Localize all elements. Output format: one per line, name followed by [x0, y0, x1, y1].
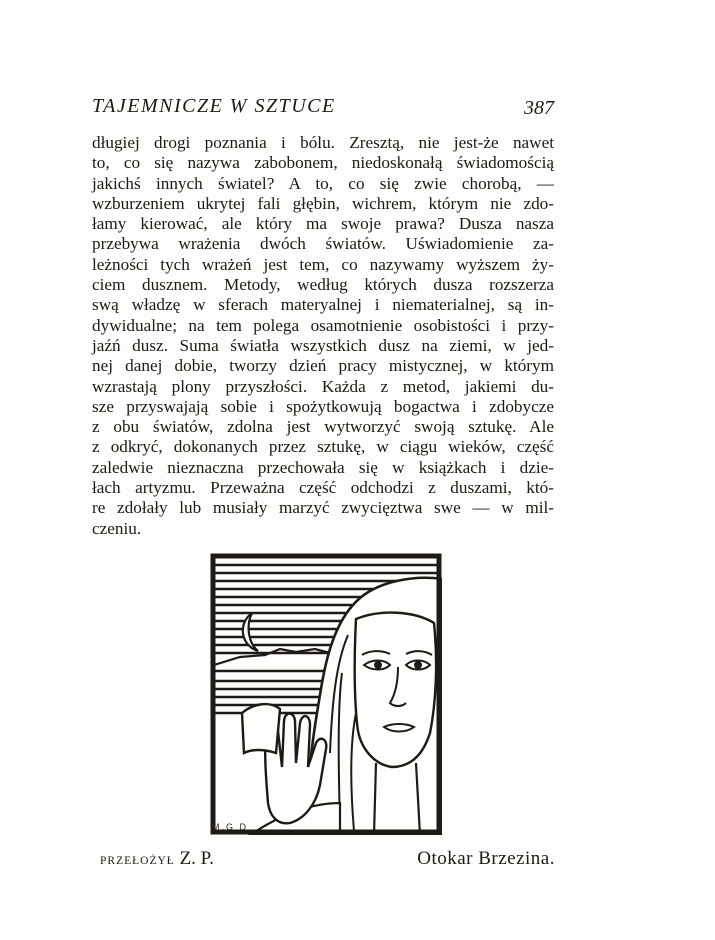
text-line: długiej drogi poznania i bólu. Zresztą, nie jest-że nawet	[92, 133, 554, 152]
text-line: jakichś innych światel? A to, co się zwie chorobą, —	[92, 173, 554, 193]
text-line: dywidualne; na tem polega osamotnienie osobistości i przy-	[92, 315, 554, 335]
woodcut-illustration	[210, 553, 442, 835]
text-line: jaźń dusz. Suma światła wszystkich dusz na ziemi, w jed-	[92, 335, 554, 355]
text-line: leżności tych wrażeń jest tem, co nazywamy wyższem ży-	[92, 254, 554, 274]
text-line: czeniu.	[92, 518, 142, 538]
text-line: z obu światów, zdolna jest wytworzyć swoją sztukę. Ale	[92, 417, 554, 437]
translator-label: PRZEŁOŻYŁ	[100, 855, 175, 867]
sleeve-icon	[242, 704, 280, 753]
text-line: wzburzeniem ukrytej fali głębin, wichrem, którym nie zdo-	[92, 193, 554, 213]
text-line: sze przyswajają sobie i spożytkowują bogactwa i zdobycze	[92, 396, 554, 416]
running-title: TAJEMNICZE W SZTUCE	[92, 95, 336, 117]
author-name: Otokar Brzezina.	[417, 848, 555, 869]
text-line: zaledwie nieznaczna przechowała się w książkach i dzie-	[92, 457, 554, 477]
illustration-drawing	[210, 553, 442, 835]
text-line: wzrastają plony przyszłości. Każda z metod, jakiemi du-	[92, 376, 554, 396]
translator-credit	[100, 848, 214, 870]
text-line: przebywa wrażenia dwóch światów. Uświadomienie za-	[92, 234, 554, 254]
text-line: to, co się nazywa zabobonem, niedoskonałą świadomością	[92, 153, 554, 173]
page-footer	[100, 848, 555, 874]
text-line: łach artyzmu. Przeważna część odchodzi z duszami, któ-	[92, 478, 554, 498]
page-number: 387	[524, 97, 554, 119]
illustrator-signature: M.G D	[212, 822, 248, 832]
text-line: swą władzę w sferach materyalnej i niematerialnej, są in-	[92, 295, 554, 315]
translator-initials: Z. P.	[179, 848, 214, 869]
text-line: ciem dusznem. Metody, według których dusza rozszerza	[92, 275, 554, 295]
text-line: łamy kierować, ale który ma swoje prawa? Dusza nasza	[92, 214, 554, 234]
text-line: nej danej dobie, tworzy dzień pracy mistycznej, w którym	[92, 356, 554, 376]
running-head	[92, 95, 554, 125]
body-text	[92, 133, 554, 539]
text-line: z odkryć, dokonanych przez sztukę, w ciągu wieków, część	[92, 437, 554, 457]
text-line: re zdołały lub musiały marzyć zwycięztwa swe — w mil-	[92, 498, 554, 518]
